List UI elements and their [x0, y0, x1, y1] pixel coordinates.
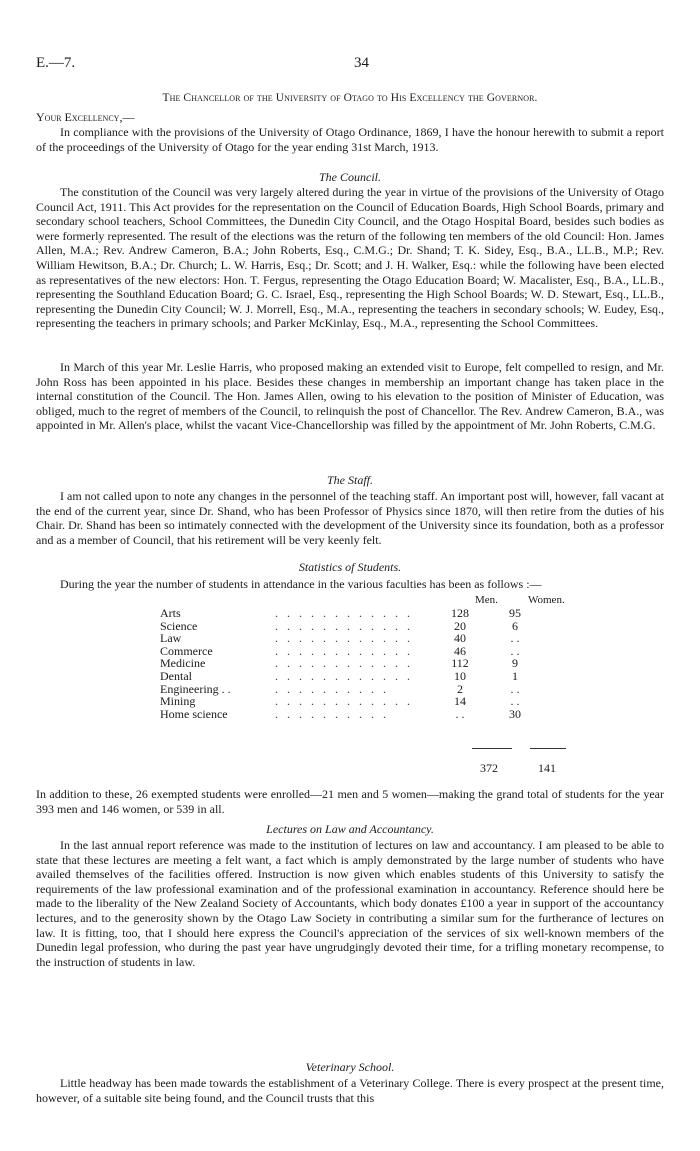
faculty-name: Science — [160, 618, 198, 633]
total-men: 372 — [480, 761, 498, 775]
lectures-paragraph: In the last annual report reference was made to the institution of lectures on law and accountancy. I am pleased to be able to state that these lectures are meeting a felt want, a fact which is amply demonstrated by the large number of students who have availed themselves of the facilities offered. Instruction is now given which enables students of this University to satisfy the requirements of the law professional examination and of the professional examination in accountancy. Reference should here be made to the liberality of the New Zealand Society of Accountants, which body donates £100 a year in support of the accountancy lectures, and to the generosity shown by the Otago Law Society in contributing a similar sum for the furtherance of lectures on law. It is fitting, too, that I should here express the Council's appreciation of the services of six well-known members of the Dunedin legal profession, who during the past year have ungrudgingly devoted their time, for a trifling monetary recompense, to the instruction of students in law. — [36, 838, 664, 969]
leader-dots: . . . . . . . . . . . . — [275, 618, 413, 633]
student-statistics-table — [160, 607, 540, 720]
leader-dots: . . . . . . . . . . . . — [275, 606, 413, 620]
leader-dots: . . . . . . . . . . — [275, 706, 389, 721]
statistics-summary: In addition to these, 26 exempted students were enrolled—21 men and 5 women—making the grand total of students for the year 393 men and 146 women, or 539 in all. — [36, 787, 664, 816]
staff-paragraph: I am not called upon to note any changes in the personnel of the teaching staff. An important post will, however, fall vacant at the end of the current year, since Dr. Shand, who has been Professor of Physics since 1870, will then retire from the duties of his Chair. Dr. Shand has been so intimately connected with the development of the University since its foundation, both as a professor and as a member of Council, that his retirement will be very keenly felt. — [36, 489, 664, 547]
leader-dots: . . . . . . . . . . . . — [275, 643, 413, 658]
women-count: . . — [510, 681, 520, 696]
men-count: 14 — [454, 694, 466, 709]
section-heading-statistics: Statistics of Students. — [298, 560, 402, 574]
men-count: 112 — [451, 656, 469, 671]
council-paragraph-1: The constitution of the Council was very largely altered during the year in virtue of the provisions of the University of Otago Council Act, 1911. This Act provides for the representation on the Council of Education Boards, High School Boards, primary and secondary school teachers, School Committees, the Dunedin City Council, and the Otago Hospital Board, besides such bodies as were formerly represented. The result of the elections was the return of the following ten members of the old Council: Hon. James Allen, M.A.; Rev. Andrew Cameron, B.A.; John Roberts, Esq., C.M.G.; Dr. Shand; T. K. Sidey, Esq., B.A., LL.B., M.P.; Rev. William Hewitson, B.A.; Dr. Church; L. W. Harris, Esq.; Dr. Scott; and J. H. Walker, Esq.: while the following have been elected as representatives of the new electors: Hon. T. Fergus, representing the Otago Education Board; W. Macalister, Esq., B.A., LL.B., representing the Southland Education Board; G. C. Israel, Esq., representing the High School Boards; W. D. Stewart, Esq., LL.B., representing the Dunedin City Council; W. J. Morrell, Esq., M.A., representing the teachers in secondary schools; W. Eudey, Esq., representing the teachers in primary schools; and Parker McKinlay, Esq., M.A., representing the School Committees. — [36, 185, 664, 331]
page-number: 34 — [354, 55, 369, 71]
total-women: 141 — [538, 761, 556, 775]
faculty-name: Home science — [160, 706, 228, 721]
table-row — [160, 695, 540, 708]
section-heading-staff: The Staff. — [326, 473, 373, 487]
faculty-name: Arts — [160, 606, 181, 620]
table-row — [160, 708, 540, 721]
column-header-women: Women. — [528, 594, 565, 606]
page-header — [36, 56, 664, 74]
section-heading-veterinary: Veterinary School. — [305, 1060, 395, 1074]
table-row — [160, 632, 540, 645]
men-count: 20 — [454, 618, 466, 633]
table-row — [160, 670, 540, 683]
women-count: 95 — [509, 606, 521, 620]
women-count: . . — [510, 643, 520, 658]
section-heading-council: The Council. — [319, 170, 381, 184]
document-reference: E.—7. — [36, 55, 76, 71]
men-total-rule — [472, 748, 512, 749]
table-row — [160, 607, 540, 620]
salutation: Your Excellency,— — [36, 110, 135, 124]
leader-dots: . . . . . . . . . . . . — [275, 694, 413, 709]
women-count: 9 — [512, 656, 518, 671]
women-total-rule — [530, 748, 566, 749]
men-count: 46 — [454, 643, 466, 658]
men-count: . . — [455, 706, 465, 721]
faculty-name: Medicine — [160, 656, 206, 671]
council-paragraph-2: In March of this year Mr. Leslie Harris, who proposed making an extended visit to Europe, felt compelled to resign, and Mr. John Ross has been appointed in his place. Besides these changes in membership an important change has taken place in the internal constitution of the Council. The Hon. James Allen, owing to his elevation to the position of Minister of Education, was obliged, much to the regret of members of the Council, to relinquish the post of Chancellor. The Rev. Andrew Cameron, B.A., was appointed in Mr. Allen's place, whilst the vacant Vice-Chancellorship was filled by the appointment of Mr. John Roberts, C.M.G. — [36, 360, 664, 433]
faculty-name: Mining — [160, 694, 196, 709]
women-count: 1 — [512, 668, 518, 683]
leader-dots: . . . . . . . . . . — [275, 681, 389, 696]
statistics-intro: During the year the number of students in attendance in the various faculties has been as follows :— — [60, 577, 542, 591]
men-count: 40 — [454, 631, 466, 646]
letter-title: The Chancellor of the University of Otago to His Excellency the Governor. — [162, 92, 538, 104]
veterinary-paragraph: Little headway has been made towards the establishment of a Veterinary College. There is every prospect at the present time, however, of a suitable site being found, and the Council trusts that this — [36, 1076, 664, 1105]
leader-dots: . . . . . . . . . . . . — [275, 668, 413, 683]
leader-dots: . . . . . . . . . . . . — [275, 631, 413, 646]
intro-paragraph: In compliance with the provisions of the University of Otago Ordinance, 1869, I have the honour herewith to submit a report of the proceedings of the University of Otago for the year ending 31st March, 1913. — [36, 125, 664, 154]
leader-dots: . . . . . . . . . . . . — [275, 656, 413, 671]
faculty-name: Engineering . . — [160, 681, 231, 696]
men-count: 2 — [457, 681, 463, 696]
men-count: 10 — [454, 668, 466, 683]
women-count: 6 — [512, 618, 518, 633]
section-heading-lectures: Lectures on Law and Accountancy. — [266, 822, 434, 836]
women-count: . . — [510, 631, 520, 646]
faculty-name: Law — [160, 631, 182, 646]
faculty-name: Commerce — [160, 643, 213, 658]
women-count: 30 — [509, 706, 521, 721]
faculty-name: Dental — [160, 668, 192, 683]
women-count: . . — [510, 694, 520, 709]
men-count: 128 — [451, 606, 469, 620]
column-header-men: Men. — [475, 594, 498, 606]
